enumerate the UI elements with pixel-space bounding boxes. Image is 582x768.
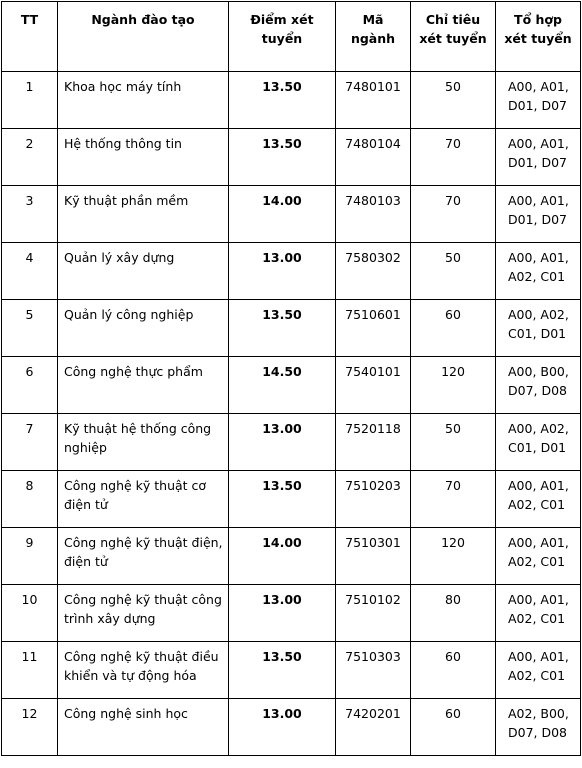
cell-combo: A00, A02, C01, D01 xyxy=(496,300,581,357)
cell-major: Hệ thống thông tin xyxy=(58,129,229,186)
cell-major: Kỹ thuật phần mềm xyxy=(58,186,229,243)
header-code-line2: ngành xyxy=(350,31,396,46)
table-row xyxy=(2,585,581,642)
cell-score: 13.50 xyxy=(229,642,336,699)
table-row xyxy=(2,357,581,414)
cell-major: Công nghệ thực phẩm xyxy=(58,357,229,414)
cell-major: Công nghệ kỹ thuật điện, điện tử xyxy=(58,528,229,585)
cell-combo: A02, B00, D07, D08 xyxy=(496,699,581,756)
cell-major: Công nghệ kỹ thuật công trình xây dựng xyxy=(58,585,229,642)
header-score-line1: Điểm xét xyxy=(250,12,314,27)
cell-combo: A00, A01, D01, D07 xyxy=(496,72,581,129)
cell-tt: 5 xyxy=(2,300,58,357)
cell-score: 13.50 xyxy=(229,129,336,186)
cell-tt: 1 xyxy=(2,72,58,129)
cell-code: 7510601 xyxy=(336,300,411,357)
header-code-line1: Mã xyxy=(362,12,384,27)
cell-quota: 50 xyxy=(411,243,496,300)
cell-code: 7510102 xyxy=(336,585,411,642)
table-row xyxy=(2,72,581,129)
table-row xyxy=(2,300,581,357)
header-quota xyxy=(411,2,496,72)
cell-quota: 60 xyxy=(411,642,496,699)
cell-combo: A00, A02, C01, D01 xyxy=(496,414,581,471)
cell-quota: 120 xyxy=(411,528,496,585)
table-row xyxy=(2,471,581,528)
header-combo xyxy=(496,2,581,72)
header-score xyxy=(229,2,336,72)
cell-tt: 12 xyxy=(2,699,58,756)
cell-major: Quản lý xây dựng xyxy=(58,243,229,300)
cell-combo: A00, A01, D01, D07 xyxy=(496,186,581,243)
cell-quota: 70 xyxy=(411,129,496,186)
cell-score: 14.50 xyxy=(229,357,336,414)
cell-score: 13.00 xyxy=(229,414,336,471)
cell-combo: A00, A01, D01, D07 xyxy=(496,129,581,186)
cell-code: 7420201 xyxy=(336,699,411,756)
cell-quota: 50 xyxy=(411,72,496,129)
cell-tt: 11 xyxy=(2,642,58,699)
cell-score: 13.50 xyxy=(229,72,336,129)
cell-score: 13.00 xyxy=(229,585,336,642)
table-row xyxy=(2,528,581,585)
cell-quota: 120 xyxy=(411,357,496,414)
header-major-text: Ngành đào tạo xyxy=(91,12,195,27)
cell-combo: A00, B00, D07, D08 xyxy=(496,357,581,414)
cell-code: 7510303 xyxy=(336,642,411,699)
header-quota-line1: Chỉ tiêu xyxy=(425,12,481,27)
cell-score: 14.00 xyxy=(229,186,336,243)
cell-code: 7480104 xyxy=(336,129,411,186)
header-quota-line2: xét tuyển xyxy=(419,31,487,46)
header-combo-line1: Tổ hợp xyxy=(514,12,562,27)
table-row xyxy=(2,414,581,471)
cell-tt: 4 xyxy=(2,243,58,300)
cell-combo: A00, A01, A02, C01 xyxy=(496,471,581,528)
cell-quota: 50 xyxy=(411,414,496,471)
cell-score: 14.00 xyxy=(229,528,336,585)
cell-quota: 80 xyxy=(411,585,496,642)
table-body xyxy=(2,72,581,756)
cell-code: 7480101 xyxy=(336,72,411,129)
cell-code: 7580302 xyxy=(336,243,411,300)
cell-major: Công nghệ kỹ thuật điều khiển và tự động hóa xyxy=(58,642,229,699)
admissions-table xyxy=(1,1,581,756)
table-header xyxy=(2,2,581,72)
cell-tt: 10 xyxy=(2,585,58,642)
cell-major: Công nghệ kỹ thuật cơ điện tử xyxy=(58,471,229,528)
admissions-sheet xyxy=(1,1,581,768)
header-major xyxy=(58,2,229,72)
cell-code: 7540101 xyxy=(336,357,411,414)
cell-quota: 70 xyxy=(411,186,496,243)
table-row xyxy=(2,642,581,699)
cell-tt: 3 xyxy=(2,186,58,243)
cell-code: 7510301 xyxy=(336,528,411,585)
cell-score: 13.50 xyxy=(229,300,336,357)
cell-tt: 7 xyxy=(2,414,58,471)
header-tt xyxy=(2,2,58,72)
cell-tt: 2 xyxy=(2,129,58,186)
cell-score: 13.00 xyxy=(229,699,336,756)
cell-quota: 70 xyxy=(411,471,496,528)
table-row xyxy=(2,186,581,243)
header-score-line2: tuyển xyxy=(261,31,303,46)
cell-combo: A00, A01, A02, C01 xyxy=(496,528,581,585)
cell-combo: A00, A01, A02, C01 xyxy=(496,243,581,300)
cell-code: 7510203 xyxy=(336,471,411,528)
cell-tt: 8 xyxy=(2,471,58,528)
cell-tt: 6 xyxy=(2,357,58,414)
cell-major: Kỹ thuật hệ thống công nghiệp xyxy=(58,414,229,471)
cell-major: Công nghệ sinh học xyxy=(58,699,229,756)
table-row xyxy=(2,699,581,756)
table-row xyxy=(2,243,581,300)
table-row xyxy=(2,129,581,186)
cell-combo: A00, A01, A02, C01 xyxy=(496,642,581,699)
cell-major: Khoa học máy tính xyxy=(58,72,229,129)
header-code xyxy=(336,2,411,72)
cell-major: Quản lý công nghiệp xyxy=(58,300,229,357)
cell-quota: 60 xyxy=(411,699,496,756)
cell-code: 7520118 xyxy=(336,414,411,471)
cell-combo: A00, A01, A02, C01 xyxy=(496,585,581,642)
header-row xyxy=(2,2,581,72)
cell-quota: 60 xyxy=(411,300,496,357)
header-combo-line2: xét tuyển xyxy=(504,31,572,46)
cell-tt: 9 xyxy=(2,528,58,585)
header-tt-text: TT xyxy=(20,12,39,27)
cell-score: 13.50 xyxy=(229,471,336,528)
cell-score: 13.00 xyxy=(229,243,336,300)
cell-code: 7480103 xyxy=(336,186,411,243)
